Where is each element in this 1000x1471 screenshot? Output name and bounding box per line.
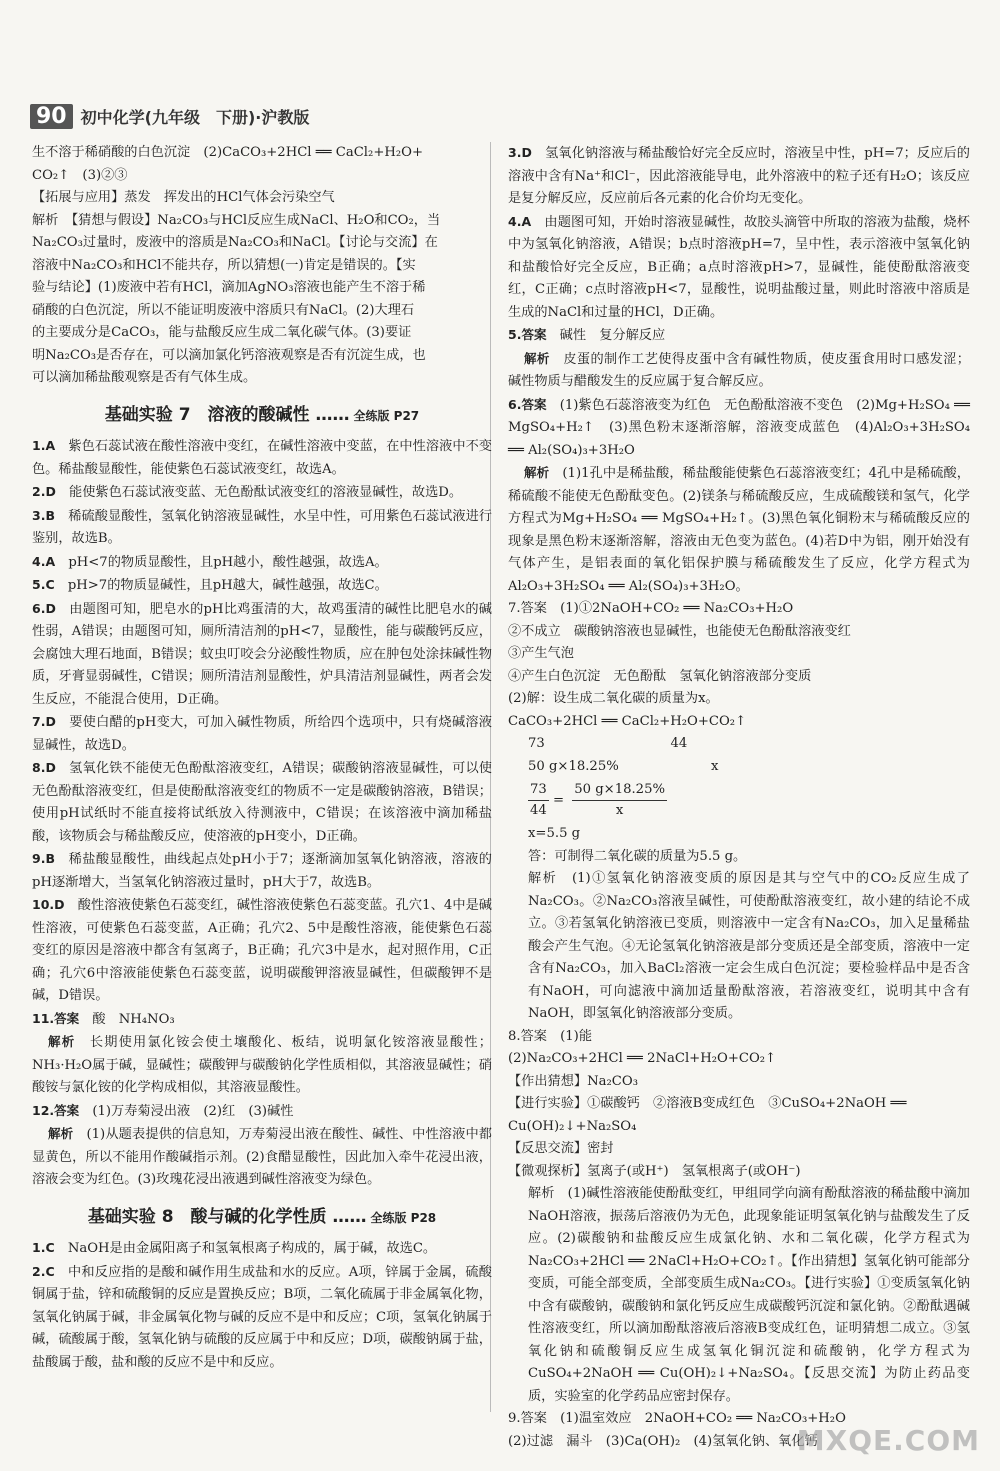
answer-item	[32, 894, 492, 1008]
answer-item	[508, 324, 970, 348]
item-text: (1)紫色石蕊溶液变为红色 无色酚酞溶液不变色 (2)Mg+H₂SO₄ ══ MgSO₄+H₂↑ (3)黑色粉末逐渐溶解，溶液变成蓝色 (4)Al₂O₃+3H₂SO₄ ══ Al₂(SO₄)₃+3H₂O	[508, 397, 970, 458]
text-line: 验与结论】(1)废液中若有HCl，滴加AgNO₃溶液也能产生不溶于稀	[32, 280, 426, 295]
item-number: 2.D	[32, 484, 56, 499]
text-line: (2)过滤 漏斗 (3)Ca(OH)₂ (4)氢氧化钠、氧化钙	[508, 1433, 818, 1449]
item-number: 解析	[524, 350, 550, 366]
item-number: 6.答案	[508, 396, 547, 412]
q7-fraction-1	[528, 780, 549, 821]
item-text: pH<7的物质显酸性，且pH越小，酸性越强，故选A。	[68, 554, 388, 570]
text-line: ④产生白色沉淀 无色酚酞 氢氧化钠溶液部分变质	[508, 668, 812, 684]
text-line: CO₂↑ (3)②③	[32, 167, 128, 183]
text-line: 可以滴加稀盐酸观察是否有气体生成。	[32, 370, 257, 385]
text-line: 7.答案 (1)①2NaOH+CO₂ ══ Na₂CO₃+H₂O	[508, 601, 794, 616]
section-7-ref: 全练版 P27	[353, 408, 420, 423]
page-header	[30, 100, 970, 132]
section-heading-8	[32, 1206, 492, 1230]
item-text: 要使白醋的pH变大，可加入碱性物质，所给四个选项中，只有烧碱溶液显碱性，故选D。	[32, 715, 492, 753]
watermark-logo: MXQE.COM	[796, 1424, 980, 1457]
text-line: 硝酸的白色沉淀，所以不能证明废液中溶质只有NaCl。(2)大理石	[32, 302, 415, 318]
text-line: 【反思交流】密封	[508, 1141, 614, 1156]
item-number: 解析	[48, 1034, 76, 1049]
item-number: 6.D	[32, 600, 56, 616]
item-number: 3.B	[32, 507, 55, 523]
item-text: 稀硫酸显酸性，氢氧化钠溶液显碱性，水呈中性，可用紫色石蕊试液进行鉴别，故选B。	[32, 508, 492, 546]
answer-item	[508, 348, 970, 394]
q7-frac2-den: x	[615, 803, 624, 818]
item-text: (1)1孔中是稀盐酸，稀盐酸能使紫色石蕊溶液变红；4孔中是稀硫酸，稀硫酸不能使无色酚酞变色。(2)镁条与稀硫酸反应，生成硫酸镁和氢气，化学方程式为Mg+H₂SO₄ ══ MgSO₄+H₂↑。(3)黑色氧化铜粉末与稀硫酸反应的现象是黑色粉末逐渐溶解，溶液由无色变为蓝色。(4)若D中为铝，刚开始没有气体产生，是铝表面的氧化铝保护膜与稀硫酸发生了反应，化学方程式为Al₂O₃+3H₂SO₄ ══ Al₂(SO₄)₃+3H₂O。	[508, 466, 970, 594]
answer-item	[32, 574, 492, 598]
item-number: 解析	[524, 465, 550, 480]
text-line: 【作出猜想】Na₂CO₃	[508, 1073, 639, 1089]
item-text: 能使紫色石蕊试液变蓝、无色酚酞试液变红的溶液显碱性，故选D。	[69, 485, 463, 500]
item-text: 皮蛋的制作工艺使得皮蛋中含有碱性物质，使皮蛋食用时口感发涩；碱性物质与醋酸发生的反应属于复合解反应。	[508, 351, 970, 389]
answer-item	[32, 757, 492, 848]
q8-analysis: 解析 (1)碱性溶液能使酚酞变红，甲组同学向滴有酚酞溶液的稀盐酸中滴加NaOH溶液，振荡后溶液仍为无色，此现象能证明氢氧化钠与盐酸发生了反应。(2)碳酸钠和盐酸反应生成氯化钠、水和二氧化碳，化学方程式为Na₂CO₃+2HCl ══ 2NaCl+H₂O+CO₂↑。【作出猜想】氢氧化钠可能部分变质，可能全部变质，全部变质生成Na₂CO₃。【进行实验】①变质氢氧化钠中含有碳酸钠，碳酸钠和氯化钙反应生成碳酸钙沉淀和氯化钠。②酚酞遇碱性溶液变红，所以滴加酚酞溶液后溶液B变成红色，证明猜想二成立。③氢氧化钠和硫酸铜反应生成氢氧化铜沉淀和硫酸钠，化学方程式为CuSO₄+2NaOH ══ Cu(OH)₂↓+Na₂SO₄。【反思交流】为防止药品变质，实验室的化学药品应密封保存。	[528, 1186, 970, 1404]
item-text: 氢氧化铁不能使无色酚酞溶液变红，A错误；碳酸钠溶液显碱性，可以使无色酚酞溶液变红，但是使酚酞溶液变红的物质不一定是碳酸钠溶液，B错误；使用pH试纸时不能直接将试纸放入待测液中，C错误；在该溶液中滴加稀盐酸，该物质会与稀盐酸反应，使溶液的pH变小，D正确。	[32, 761, 492, 844]
q7-frac-den: 44	[530, 803, 547, 818]
item-text: 中和反应指的是酸和碱作用生成盐和水的反应。A项，锌属于金属，硫酸铜属于盐，锌和硫酸铜的反应是置换反应；B项，二氧化硫属于非金属氧化物，氢氧化钠属于碱，非金属氧化物与碱的反应不是中和反应；C项，氢氧化钠属于碱，硫酸属于酸，氢氧化钠与硫酸的反应属于中和反应；D项，碳酸钠属于盐，盐酸属于酸，盐和酸的反应不是中和反应。	[32, 1264, 492, 1370]
section-8-ref: 全练版 P28	[370, 1210, 437, 1225]
answer-item	[32, 435, 492, 481]
answer-item	[32, 1100, 492, 1124]
right-items	[508, 142, 970, 598]
q7-calc-line-1: 73 44	[528, 736, 688, 751]
section-8-items	[32, 1237, 492, 1374]
text-line: 【微观探析】氢离子(或H⁺) 氢氧根离子(或OH⁻)	[508, 1163, 801, 1179]
q7-frac-num: 73	[528, 780, 549, 801]
q7-result: x=5.5 g	[528, 826, 581, 841]
text-line: Na₂CO₃过量时，废液中的溶质是Na₂CO₃和NaCl。【讨论与交流】在	[32, 235, 438, 250]
item-number: 8.D	[32, 760, 56, 775]
q7-frac2-num: 50 g×18.25%	[572, 780, 667, 801]
text-line: 溶液中Na₂CO₃和HCl不能共存，所以猜想(一)肯定是错误的。【实	[32, 257, 416, 273]
text-line: (2)解：设生成二氧化碳的质量为x。	[508, 691, 719, 706]
answer-item	[32, 848, 492, 894]
section-7-items	[32, 435, 492, 1192]
text-line: 【拓展与应用】蒸发 挥发出的HCl气体会污染空气	[32, 190, 335, 205]
item-text: pH>7的物质显碱性，且pH越大，碱性越强，故选C。	[67, 578, 388, 593]
item-text: 由题图可知，肥皂水的pH比鸡蛋清的大，故鸡蛋清的碱性比肥皂水的碱性弱，A错误；由题图可知，厕所清洁剂的pH<7，显酸性，能与碳酸钙反应，会腐蚀大理石地面，B错误；蚊虫叮咬会分泌酸性物质，应在肿包处涂抹碱性物质，牙膏显弱碱性，C错误；厕所清洁剂显酸性，炉具清洁剂显碱性，两者会发生反应，不能混合使用，D正确。	[32, 601, 492, 707]
q7-calc-line-2: 50 g×18.25% x	[528, 758, 719, 774]
q7-answer: 答：可制得二氧化碳的质量为5.5 g。	[528, 848, 747, 864]
item-number: 11.答案	[32, 1010, 80, 1026]
answer-item	[32, 711, 492, 757]
left-column	[32, 142, 492, 1374]
text-line: CaCO₃+2HCl ══ CaCl₂+H₂O+CO₂↑	[508, 713, 747, 729]
item-text: 由题图可知，开始时溶液显碱性，故胶头滴管中所取的溶液为盐酸，烧杯中为氢氧化钠溶液，A错误；b点时溶液pH=7，呈中性，表示溶液中氢氧化钠和盐酸恰好完全反应，B正确；a点时溶液pH>7，显碱性，能使酚酞溶液变红，C正确；c点时溶液pH<7，显酸性，说明盐酸过量，则此时溶液中溶质是生成的NaCl和过量的HCl，D正确。	[508, 214, 970, 320]
answer-item	[32, 1237, 492, 1261]
item-text: (1)万寿菊浸出液 (2)红 (3)碱性	[92, 1103, 294, 1119]
q7-analysis: 解析 (1)①氢氧化钠溶液变质的原因是其与空气中的CO₂反应生成了Na₂CO₃。②Na₂CO₃溶液呈碱性，可使酚酞溶液变红，故小建的结论不成立。③若氢氧化钠溶液已变质，则溶液中一定含有Na₂CO₃，加入足量稀盐酸会产生气泡。④无论氢氧化钠溶液是部分变质还是全部变质，溶液中一定含有Na₂CO₃，加入BaCl₂溶液一定会生成白色沉淀；要检验样品中是否含有NaOH，可向滤液中滴加适量酚酞溶液，若溶液变红，说明其中含有NaOH，即氢氧化钠溶液部分变质。	[528, 871, 970, 1021]
answer-item	[32, 1008, 492, 1032]
item-text: 酸 NH₄NO₃	[92, 1011, 175, 1027]
question-7	[508, 598, 970, 1026]
left-top-block	[32, 142, 492, 390]
text-line: ②不成立 碳酸钠溶液也显碱性，也能使无色酚酞溶液变红	[508, 623, 851, 639]
item-number: 10.D	[32, 897, 65, 912]
item-text: 氢氧化钠溶液与稀盐酸恰好完全反应时，溶液呈中性，pH=7；反应后的溶液中含有Na⁺和Cl⁻，因此溶液能导电，此外溶液中的粒子还有H₂O；该反应是复分解反应，反应前后各元素的化合价均无变化。	[508, 146, 970, 206]
text-line: 解析 【猜想与假设】Na₂CO₃与HCl反应生成NaCl、H₂O和CO₂，当	[32, 212, 441, 228]
section-heading-7	[32, 404, 492, 428]
answer-item	[32, 1031, 492, 1100]
answer-item	[508, 462, 970, 598]
answer-item	[32, 1123, 492, 1192]
answer-item	[32, 551, 492, 575]
text-line: Cu(OH)₂↓+Na₂SO₄	[508, 1118, 637, 1134]
item-number: 解析	[48, 1126, 74, 1141]
q7-fraction-2	[572, 780, 667, 821]
answer-item	[32, 598, 492, 712]
right-column	[508, 142, 970, 1453]
question-8	[508, 1026, 970, 1409]
item-number: 9.B	[32, 851, 55, 866]
item-number: 5.C	[32, 577, 55, 592]
section-7-title: 基础实验 7 溶液的酸碱性 ……	[104, 404, 350, 425]
item-text: 酸性溶液使紫色石蕊变红，碱性溶液使紫色石蕊变蓝。孔穴1、4中是碱性溶液，可使紫色石蕊变蓝，A正确；孔穴2、5中是酸性溶液，能使紫色石蕊变红的原因是溶液中都含有氢离子，B正确；孔穴3中是水，起对照作用，C正确；孔穴6中溶液能使紫色石蕊变蓝，说明碳酸钾溶液显碱性，但碳酸钾不是碱，D错误。	[32, 898, 492, 1003]
answer-item	[32, 481, 492, 505]
item-number: 12.答案	[32, 1102, 80, 1118]
q7-answer-lines	[508, 598, 970, 733]
item-number: 1.C	[32, 1240, 55, 1255]
answer-item	[32, 1261, 492, 1375]
item-text: NaOH是由金属阳离子和氢氧根离子构成的，属于碱，故选C。	[67, 1241, 437, 1256]
item-text: 稀盐酸显酸性，曲线起点处pH小于7；逐渐滴加氢氧化钠溶液，溶液的pH逐渐增大，当氢氧化钠溶液过量时，pH大于7，故选B。	[32, 852, 492, 890]
item-text: 长期使用氯化铵会使土壤酸化、板结，说明氯化铵溶液显酸性；NH₃·H₂O属于碱，显碱性；碳酸钾与碳酸钠化学性质相似，其溶液显碱性；硝酸铵与氯化铵的化学构成相似，其溶液显酸性。	[32, 1035, 492, 1095]
text-line: 9.答案 (1)温室效应 2NaOH+CO₂ ══ Na₂CO₃+H₂O	[508, 1411, 846, 1426]
item-number: 3.D	[508, 145, 532, 160]
text-line: 生不溶于稀硝酸的白色沉淀 (2)CaCO₃+2HCl ══ CaCl₂+H₂O+	[32, 145, 424, 160]
item-text: (1)从题表提供的信息知，万寿菊浸出液在酸性、碱性、中性溶液中都显黄色，所以不能用作酸碱指示剂。(2)食醋显酸性，因此加入牵牛花浸出液，溶液会变为红色。(3)玫瑰花浸出液遇到碱性溶液变为绿色。	[32, 1127, 492, 1187]
item-number: 7.D	[32, 714, 56, 729]
q8-answer-lines	[508, 1026, 970, 1184]
answer-item	[32, 505, 492, 551]
item-number: 1.A	[32, 438, 56, 453]
text-line: (2)Na₂CO₃+2HCl ══ 2NaCl+H₂O+CO₂↑	[508, 1051, 777, 1066]
text-line: 【进行实验】①碳酸钙 ②溶液B变成红色 ③CuSO₄+2NaOH ══	[508, 1096, 907, 1111]
item-number: 4.A	[508, 213, 532, 229]
text-line: ③产生气泡	[508, 646, 574, 661]
text-line: 8.答案 (1)能	[508, 1028, 593, 1044]
section-8-title: 基础实验 8 酸与碱的化学性质 ……	[87, 1206, 367, 1227]
book-title: 初中化学(九年级 下册)·沪教版	[80, 107, 310, 127]
answer-item	[508, 142, 970, 211]
q7-proportion	[508, 778, 970, 823]
item-text: 碱性 复分解反应	[559, 328, 666, 343]
answer-item	[508, 211, 970, 325]
q7-equals: =	[552, 793, 565, 808]
item-number: 4.A	[32, 553, 56, 569]
text-line: 的主要成分是CaCO₃，能与盐酸反应生成二氧化碳气体。(3)要证	[32, 325, 412, 340]
answer-item	[508, 394, 970, 463]
page-number: 90	[30, 104, 73, 129]
text-line: 明Na₂CO₃是否存在，可以滴加氯化钙溶液观察是否有沉淀生成，也	[32, 347, 426, 363]
item-number: 5.答案	[508, 327, 547, 342]
item-text: 紫色石蕊试液在酸性溶液中变红，在碱性溶液中变蓝，在中性溶液中不变色。稀盐酸显酸性，能使紫色石蕊试液变红，故选A。	[32, 439, 492, 477]
item-number: 2.C	[32, 1263, 55, 1279]
